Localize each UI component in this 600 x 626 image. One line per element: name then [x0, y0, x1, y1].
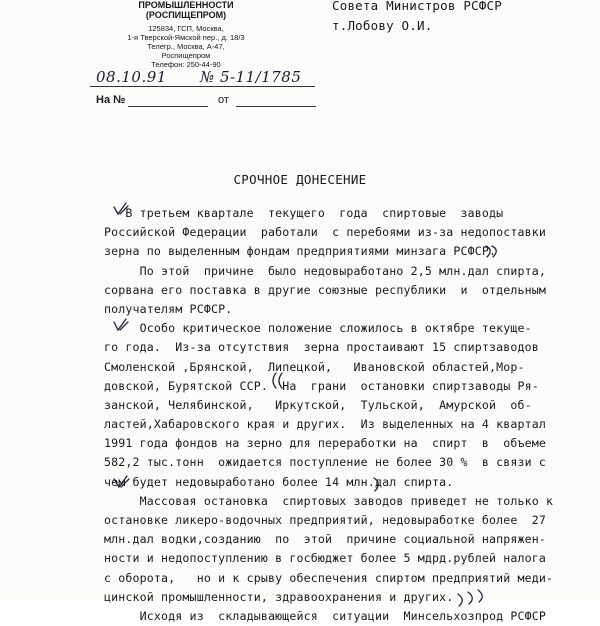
reference-date-line — [236, 106, 316, 107]
body-line: зерна по выделенным фондам предприятиями минзага РСФСР. — [104, 244, 497, 259]
body-line: В третьем квартале текущего года спиртовые заводы — [104, 206, 504, 220]
date-underline — [90, 86, 315, 87]
body-line: с оборота, но и к срыву обеспечения спиртом предприятий меди- — [104, 570, 554, 585]
addressee-line: т.Лобову О.И. — [332, 18, 433, 33]
reference-date-label: от — [218, 94, 229, 106]
body-line: чем будет недовыработано более 14 млн.дал спирта. — [104, 474, 454, 489]
letterhead-address-line: Роспищепром — [161, 51, 211, 60]
reference-number-label: На № — [96, 94, 126, 106]
letterhead-address-line: Телегр., Москва, А-47, — [147, 42, 225, 51]
letterhead-address-line: 125834, ГСП, Москва, — [148, 24, 224, 33]
body-line: ности и недопоступлению в госбюджет более 5 мдрд.рублей налога — [104, 551, 547, 566]
letterhead — [96, 0, 276, 69]
body-line: ластей,Хабаровского края и других. Из выделенных на 4 квартал — [104, 417, 547, 432]
body-line: го года. Из-за отсутствия зерна простаивают 15 спиртзаводов — [104, 340, 539, 355]
body-line: 582,2 тыс.тонн ожидается поступление не более 30 % в связи с — [104, 455, 547, 470]
letterhead-address-line: 1-я Тверской-Ямской пер., д. 18/3 — [127, 33, 245, 42]
body-line: получателям РСФСР. — [104, 301, 233, 316]
reference-number-line — [128, 106, 208, 107]
body-line: остановке ликеро-водочных предприятий, недовыработке более 27 — [104, 513, 547, 527]
body-line: цинской промышленности, здравоохранения и других. — [104, 589, 454, 604]
document-body — [104, 204, 564, 626]
body-line: Массовая остановка спиртовых заводов приведет не только к — [104, 493, 554, 508]
letterhead-org: ПРОМЫШЛЕННОСТИ (РОСПИЩЕПРОМ) — [138, 0, 234, 20]
addressee-line: Совета Министров РСФСР — [332, 0, 502, 13]
document-title: СРОЧНОЕ ДОНЕСЕНИЕ — [233, 172, 367, 187]
letterhead-address-line: Телефон: 250-44-90 — [151, 60, 221, 69]
body-line: 1991 года фондов на зерно для переработки на спирт в объеме — [104, 436, 547, 451]
letterhead-address — [96, 24, 276, 69]
body-line: По этой причине было недовыработано 2,5 млн.дал спирта, — [104, 263, 547, 278]
handwritten-date: 08.10.91 — [96, 68, 167, 86]
body-line: млн.дал водки,созданию по этой причине социальной напряжен- — [104, 532, 547, 547]
body-line: Российской Федерации работали с перебоями из-за недопоставки — [104, 225, 547, 240]
body-line: занской, Челябинской, Иркутской, Тульской, Амурской об- — [104, 397, 532, 412]
body-line: довской, Бурятской ССР. На грани остановки спиртзаводы Ря- — [104, 378, 539, 393]
body-line: Смоленской ,Брянской, Липецкой, Ивановской областей,Мор- — [104, 359, 525, 374]
body-line: сорвана его поставка в другие союзные республики и отдельным — [104, 282, 547, 297]
body-line: Особо критическое положение сложилось в октябре текуще- — [104, 321, 532, 336]
addressee — [332, 0, 502, 36]
handwritten-number: № 5-11/1785 — [200, 68, 302, 86]
body-line: Исходя из складывающейся ситуации Минсельхозпрод РСФСР — [104, 608, 547, 623]
